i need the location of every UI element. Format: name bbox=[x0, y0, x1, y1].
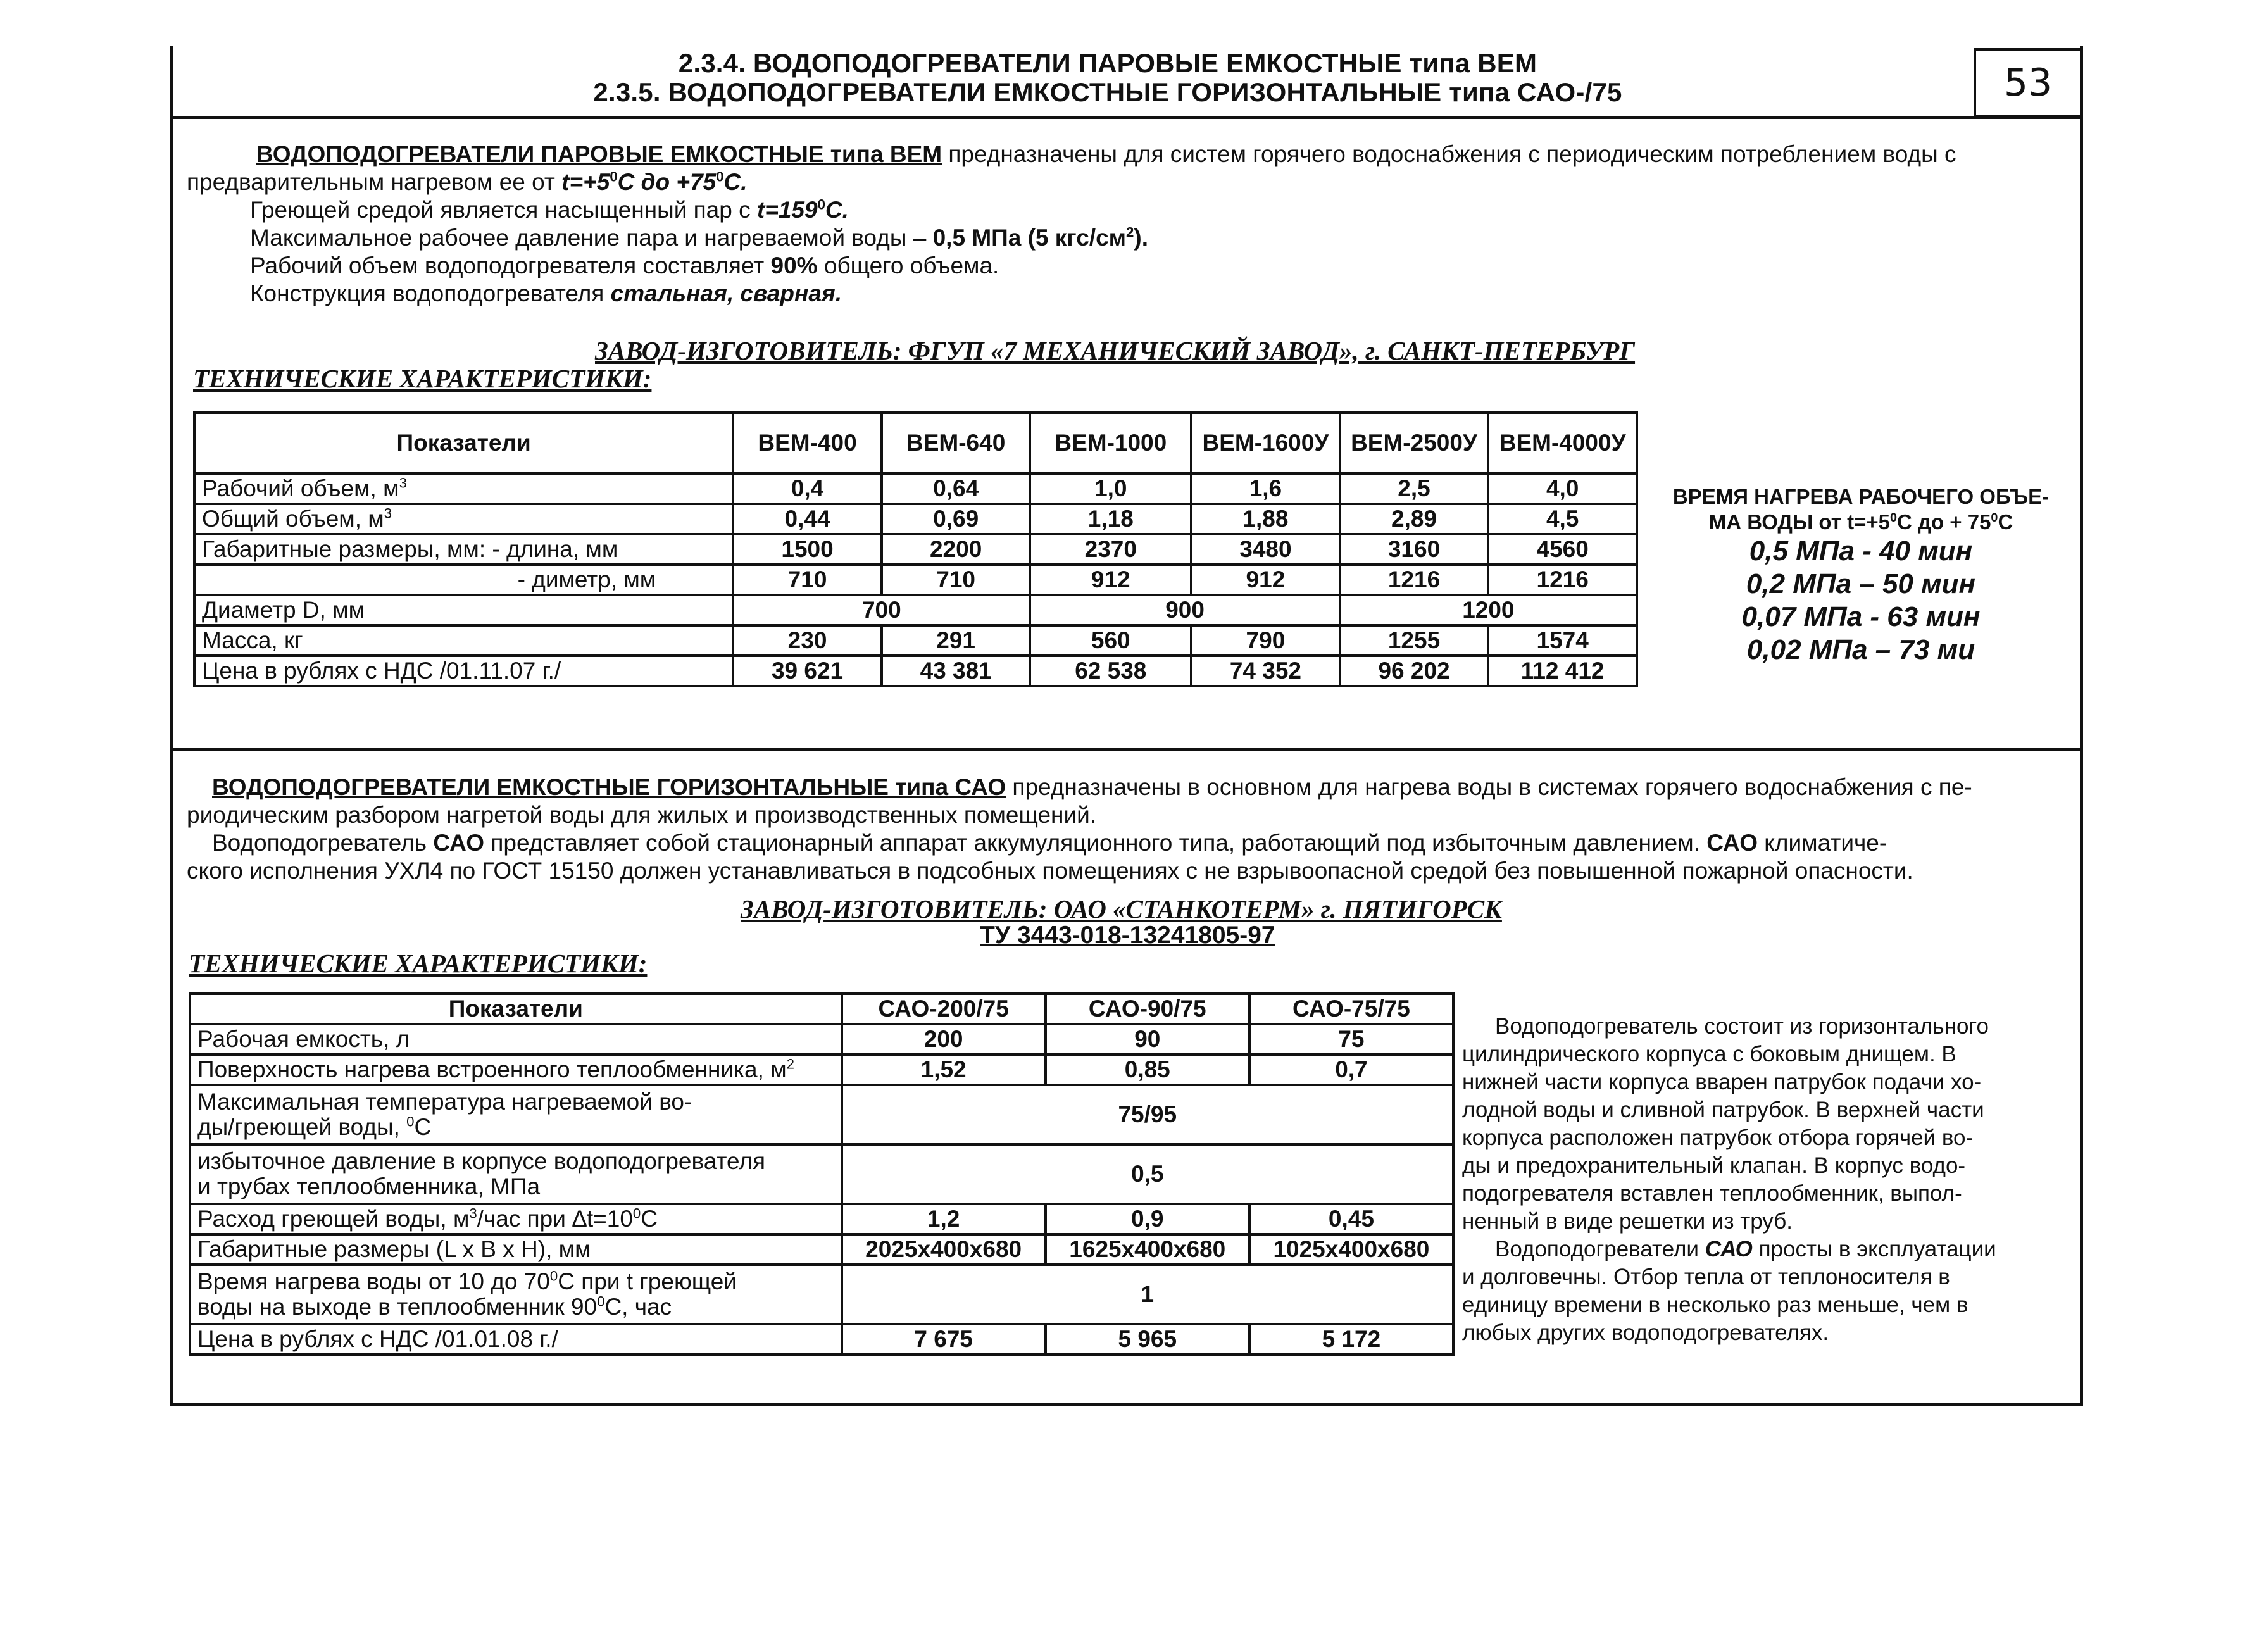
cell: 96 202 bbox=[1340, 656, 1489, 686]
row-label: Время нагрева воды от 10 до $70^0С$ при t греющей воды на выходе в теплообменник $90^0С$, час bbox=[190, 1265, 842, 1324]
sao-desc-line: лодной воды и сливной патрубок. В верхней части bbox=[1462, 1098, 1984, 1122]
cell: 1255 bbox=[1340, 625, 1489, 656]
cell: 1025x400x680 bbox=[1249, 1234, 1453, 1265]
vem-col-4: ВЕМ-1600У bbox=[1191, 413, 1340, 473]
cell: 0,5 bbox=[842, 1144, 1453, 1204]
sao-intro-line2: риодическим разбором нагретой воды для жилых и производственных помещений. bbox=[187, 802, 1097, 828]
cell: 7 675 bbox=[842, 1324, 1046, 1355]
heating-item: 0,07 МПа - 63 мин bbox=[1741, 601, 1981, 632]
cell: 90 bbox=[1046, 1024, 1249, 1054]
cell: 710 bbox=[733, 565, 882, 595]
cell: 2025x400x680 bbox=[842, 1234, 1046, 1265]
vem-pressure-end: ). bbox=[1134, 225, 1148, 251]
cell: 3480 bbox=[1191, 534, 1340, 565]
sao-tu: ТУ 3443-018-13241805-97 bbox=[980, 922, 1275, 949]
vem-temp-to: С до +75 bbox=[617, 169, 717, 195]
heating-head-1: ВРЕМЯ НАГРЕВА РАБОЧЕГО ОБЪЕ- bbox=[1672, 485, 2050, 508]
row-label: Рабочая емкость, л bbox=[190, 1024, 842, 1054]
vem-table bbox=[193, 411, 1638, 687]
vem-intro-line2: предварительным нагревом ее от bbox=[187, 169, 562, 195]
cell: 2,5 bbox=[1340, 473, 1489, 504]
cell: 4,5 bbox=[1488, 504, 1637, 534]
sao-desc-line: Водоподогреватель состоит из горизонтального bbox=[1495, 1014, 1989, 1039]
vem-col-1: ВЕМ-400 bbox=[733, 413, 882, 473]
cell: 900 bbox=[1030, 595, 1339, 625]
table-row bbox=[190, 1144, 1453, 1204]
table-row bbox=[194, 625, 1637, 656]
vem-intro-head: ВОДОПОДОГРЕВАТЕЛИ ПАРОВЫЕ ЕМКОСТНЫЕ типа ВЕМ bbox=[256, 141, 942, 167]
cell: 230 bbox=[733, 625, 882, 656]
cell: 39 621 bbox=[733, 656, 882, 686]
cell: 1625x400x680 bbox=[1046, 1234, 1249, 1265]
vem-steam-unit: С. bbox=[825, 197, 849, 223]
sao-desc-line: цилиндрического корпуса с боковым днищем. В bbox=[1462, 1042, 1956, 1067]
cell: 710 bbox=[882, 565, 1030, 595]
sao-desc-line: нижней части корпуса вварен патрубок подачи хо- bbox=[1462, 1070, 1982, 1094]
table-row bbox=[194, 534, 1637, 565]
sao-intro-tail: предназначены в основном для нагрева воды в системах горячего водоснабжения с пе- bbox=[1006, 774, 1972, 800]
sao-desc-line: подогревателя вставлен теплообменник, выпол- bbox=[1462, 1181, 1962, 1206]
cell: 5 965 bbox=[1046, 1324, 1249, 1355]
table-row bbox=[190, 1204, 1453, 1234]
sao-desc-line: ды и предохранительный клапан. В корпус водо- bbox=[1462, 1153, 1966, 1178]
cell: 0,69 bbox=[882, 504, 1030, 534]
cell: 2,89 bbox=[1340, 504, 1489, 534]
cell: 62 538 bbox=[1030, 656, 1191, 686]
vem-line6: Конструкция водоподогревателя bbox=[250, 280, 611, 306]
cell: 1574 bbox=[1488, 625, 1637, 656]
sao-col-2: САО-90/75 bbox=[1046, 994, 1249, 1024]
row-label: Поверхность нагрева встроенного теплообменника, $м^2$ bbox=[190, 1054, 842, 1085]
sao-table bbox=[189, 992, 1455, 1356]
cell: 560 bbox=[1030, 625, 1191, 656]
cell: 912 bbox=[1030, 565, 1191, 595]
vem-intro-tail: предназначены для систем горячего водоснабжения с периодическим потреблением воды с bbox=[942, 141, 1956, 167]
cell: 74 352 bbox=[1191, 656, 1340, 686]
sao-intro bbox=[187, 773, 2073, 885]
cell: 4,0 bbox=[1488, 473, 1637, 504]
sao-desc-line: и долговечны. Отбор тепла от теплоносителя в bbox=[1462, 1265, 1950, 1289]
cell: 1216 bbox=[1488, 565, 1637, 595]
table-row bbox=[194, 595, 1637, 625]
cell: 75 bbox=[1249, 1024, 1453, 1054]
row-label: Расход греющей воды, $м^3$/час при $\Delta t=10^0С$ bbox=[190, 1204, 842, 1234]
sao-desc-line: единицу времени в несколько раз меньше, чем в bbox=[1462, 1292, 1968, 1317]
page-number: 53 bbox=[1974, 48, 2082, 118]
cell: 1,52 bbox=[842, 1054, 1046, 1085]
cell: 1,6 bbox=[1191, 473, 1340, 504]
heating-item: 0,5 МПа - 40 мин bbox=[1749, 535, 1973, 566]
table-row bbox=[190, 1024, 1453, 1054]
title-line-1: 2.3.4. ВОДОПОДОГРЕВАТЕЛИ ПАРОВЫЕ ЕМКОСТНЫЕ типа ВЕМ bbox=[678, 48, 1537, 78]
sao-tech-head: ТЕХНИЧЕСКИЕ ХАРАКТЕРИСТИКИ: bbox=[189, 949, 648, 978]
sao-col-1: САО-200/75 bbox=[842, 994, 1046, 1024]
vem-intro: ВОДОПОДОГРЕВАТЕЛИ ПАРОВЫЕ ЕМКОСТНЫЕ типа ВЕМ предназначены для систем горячего водоснабжения с периодическим потреблением воды с предварительным нагревом ее от $t=+5^0С$ до $+75^0С$. Греющей средой является насыщенный пар с $t=159^0С$. Максимальное рабочее давление пара и нагреваемой воды – 0,5 МПа (5 кгс/$см^2$). Рабочий объем водоподогревателя составляет 90% общего объема. Конструкция водоподогревателя стальная, сварная. bbox=[187, 141, 1956, 306]
cell: 1 bbox=[842, 1265, 1453, 1324]
vem-tech-head: ТЕХНИЧЕСКИЕ ХАРАКТЕРИСТИКИ: bbox=[193, 364, 652, 393]
row-label: избыточное давление в корпусе водоподогревателя и трубах теплообменника, МПа bbox=[190, 1144, 842, 1204]
cell: 3160 bbox=[1340, 534, 1489, 565]
cell: 200 bbox=[842, 1024, 1046, 1054]
sao-col-header: Показатели bbox=[190, 994, 842, 1024]
header-divider bbox=[170, 116, 2083, 119]
cell: 0,45 bbox=[1249, 1204, 1453, 1234]
row-label: Рабочий объем, $м^3$ bbox=[194, 473, 733, 504]
vem-volume-pct: 90% bbox=[770, 253, 818, 278]
vem-line3: Греющей средой является насыщенный пар с bbox=[250, 197, 757, 223]
cell: 2370 bbox=[1030, 534, 1191, 565]
row-label: - диметр, мм bbox=[194, 565, 733, 595]
cell: 790 bbox=[1191, 625, 1340, 656]
cell: 75/95 bbox=[842, 1085, 1453, 1144]
table-row bbox=[190, 1054, 1453, 1085]
row-label: Масса, кг bbox=[194, 625, 733, 656]
cell: 1,88 bbox=[1191, 504, 1340, 534]
vem-temp-unit: С. bbox=[723, 169, 748, 195]
sao-line3-end: климатиче- bbox=[1758, 830, 1887, 856]
vem-line4: Максимальное рабочее давление пара и нагреваемой воды – bbox=[250, 225, 933, 251]
vem-construction: стальная, сварная. bbox=[610, 280, 842, 306]
sao-manufacturer: ЗАВОД-ИЗГОТОВИТЕЛЬ: ОАО «СТАНКОТЕРМ» г. ПЯТИГОРСК bbox=[741, 894, 1502, 923]
row-label: Диаметр D, мм bbox=[194, 595, 733, 625]
sao-line3: Водоподогреватель bbox=[212, 830, 434, 856]
cell: 0,44 bbox=[733, 504, 882, 534]
cell: 1216 bbox=[1340, 565, 1489, 595]
sao-desc-line: корпуса расположен патрубок отбора горячей во- bbox=[1462, 1125, 1974, 1150]
table-row bbox=[190, 1085, 1453, 1144]
cell: 1500 bbox=[733, 534, 882, 565]
cell: 1200 bbox=[1340, 595, 1637, 625]
heating-item: 0,2 МПа – 50 мин bbox=[1746, 568, 1976, 599]
table-row bbox=[194, 565, 1637, 595]
sao-description bbox=[1462, 1013, 2076, 1347]
row-label: Габаритные размеры, мм: - длина, мм bbox=[194, 534, 733, 565]
cell: 0,85 bbox=[1046, 1054, 1249, 1085]
row-label: Габаритные размеры (L x B x H), мм bbox=[190, 1234, 842, 1265]
row-label: Общий объем, $м^3$ bbox=[194, 504, 733, 534]
table-row bbox=[190, 1324, 1453, 1355]
row-label: Цена в рублях с НДС /01.11.07 г./ bbox=[194, 656, 733, 686]
vem-steam-temp: t=159 bbox=[756, 197, 818, 223]
row-label: Максимальная температура нагреваемой во- ды/греющей воды, $^0$С bbox=[190, 1085, 842, 1144]
vem-temp-from: t=+5 bbox=[561, 169, 610, 195]
sao-line4: ского исполнения УХЛ4 по ГОСТ 15150 должен устанавливаться в подсобных помещениях с не взрывоопасной средой без повышенной пожарной опасности. bbox=[187, 858, 1913, 884]
left-rule bbox=[170, 46, 173, 122]
vem-col-header: Показатели bbox=[194, 413, 733, 473]
sao-line3-mid: представляет собой стационарный аппарат аккумуляционного типа, работающий под избыточным давлением. bbox=[484, 830, 1707, 856]
sao-name: САО bbox=[1706, 830, 1758, 856]
cell: 5 172 bbox=[1249, 1324, 1453, 1355]
table-row bbox=[190, 1234, 1453, 1265]
row-label: Цена в рублях с НДС /01.01.08 г./ bbox=[190, 1324, 842, 1355]
cell: 43 381 bbox=[882, 656, 1030, 686]
cell: 2200 bbox=[882, 534, 1030, 565]
heating-head-2: МА ВОДЫ от $t=+5^0С$ до + $75^0С$ bbox=[1708, 510, 2013, 534]
cell: 4560 bbox=[1488, 534, 1637, 565]
vem-col-6: ВЕМ-4000У bbox=[1488, 413, 1637, 473]
vem-col-2: ВЕМ-640 bbox=[882, 413, 1030, 473]
table-row bbox=[190, 1265, 1453, 1324]
vem-heating-time bbox=[1646, 484, 2076, 666]
vem-col-5: ВЕМ-2500У bbox=[1340, 413, 1489, 473]
vem-line5-end: общего объема. bbox=[817, 253, 999, 278]
cell: 0,64 bbox=[882, 473, 1030, 504]
cell: 912 bbox=[1191, 565, 1340, 595]
sao-name: САО bbox=[433, 830, 485, 856]
section-divider bbox=[170, 748, 2083, 751]
cell: 112 412 bbox=[1488, 656, 1637, 686]
vem-col-3: ВЕМ-1000 bbox=[1030, 413, 1191, 473]
sao-intro-head: ВОДОПОДОГРЕВАТЕЛИ ЕМКОСТНЫЕ ГОРИЗОНТАЛЬНЫЕ типа САО bbox=[212, 774, 1006, 800]
cell: 291 bbox=[882, 625, 1030, 656]
heating-item: 0,02 МПа – 73 ми bbox=[1746, 634, 1975, 665]
vem-pressure: 0,5 МПа (5 кгс/см bbox=[932, 225, 1127, 251]
vem-manufacturer: ЗАВОД-ИЗГОТОВИТЕЛЬ: ФГУП «7 МЕХАНИЧЕСКИЙ ЗАВОД», г. САНКТ-ПЕТЕРБУРГ bbox=[595, 336, 1636, 365]
sao-desc-line: ненный в виде решетки из труб. bbox=[1462, 1209, 1793, 1234]
cell: 1,0 bbox=[1030, 473, 1191, 504]
vem-line5: Рабочий объем водоподогревателя составляет bbox=[250, 253, 771, 278]
cell: 700 bbox=[733, 595, 1030, 625]
cell: 0,9 bbox=[1046, 1204, 1249, 1234]
cell: 0,7 bbox=[1249, 1054, 1453, 1085]
sao-desc-line: Водоподогреватели САО просты в эксплуатации bbox=[1495, 1237, 1996, 1261]
title-line-2: 2.3.5. ВОДОПОДОГРЕВАТЕЛИ ЕМКОСТНЫЕ ГОРИЗОНТАЛЬНЫЕ типа САО-/75 bbox=[593, 77, 1622, 107]
cell: 1,18 bbox=[1030, 504, 1191, 534]
sao-col-3: САО-75/75 bbox=[1249, 994, 1453, 1024]
table-row bbox=[194, 656, 1637, 686]
cell: 1,2 bbox=[842, 1204, 1046, 1234]
table-row bbox=[194, 504, 1637, 534]
delta-icon: ∆ bbox=[572, 1206, 587, 1232]
sao-desc-line: любых других водоподогревателях. bbox=[1462, 1320, 1829, 1345]
cell: 0,4 bbox=[733, 473, 882, 504]
table-row bbox=[194, 473, 1637, 504]
